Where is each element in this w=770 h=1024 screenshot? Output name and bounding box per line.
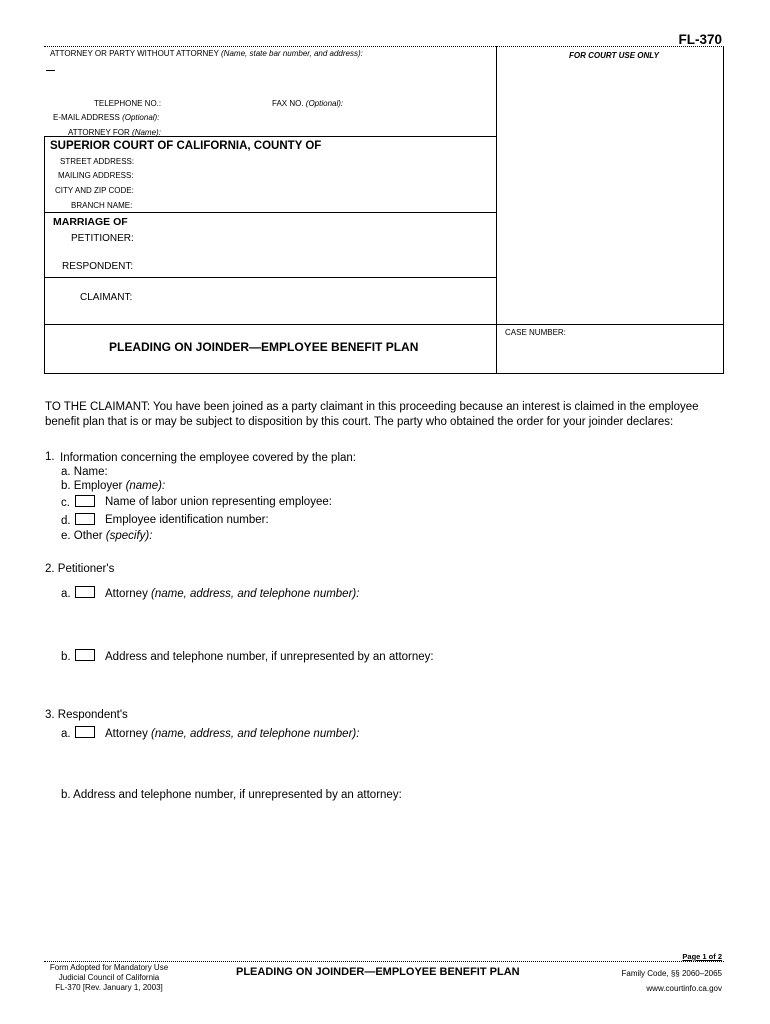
item1b-employer: b. Employer (name): (61, 480, 166, 492)
item1c-letter: c. (61, 497, 70, 509)
street-address-label: STREET ADDRESS: (60, 157, 135, 166)
telephone-label: TELEPHONE NO.: (94, 99, 162, 108)
marriage-of-label: MARRIAGE OF (53, 216, 128, 228)
item1c-text: Name of labor union representing employee: (105, 496, 332, 508)
caption-bottom-border (44, 373, 724, 374)
item3-heading: 3. Respondent's (45, 709, 128, 721)
email-label: E-MAIL ADDRESS (Optional): (53, 113, 160, 122)
caption-left-border (44, 136, 45, 373)
footer-left (44, 963, 174, 993)
fax-label: FAX NO. (Optional): (272, 99, 344, 108)
court-use-label: FOR COURT USE ONLY (569, 51, 659, 60)
item3a-checkbox[interactable] (75, 726, 95, 738)
intro-line-1: TO THE CLAIMANT: You have been joined as a party claimant in this proceeding because an interest is claimed in the employee (45, 401, 699, 413)
intro-line-2: benefit plan that is or may be subject to disposition by this court. The party who obtained the order for your joinder declares: (45, 416, 674, 428)
city-zip-label: CITY AND ZIP CODE: (55, 186, 134, 195)
footer-title: PLEADING ON JOINDER—EMPLOYEE BENEFIT PLAN (236, 966, 520, 978)
caption-top-border (44, 46, 724, 47)
item2b-letter: b. (61, 651, 71, 663)
item3a-letter: a. (61, 728, 71, 740)
footer-adopted: Form Adopted for Mandatory Use (49, 963, 169, 972)
form-id: FL-370 (678, 32, 722, 47)
form-title: PLEADING ON JOINDER—EMPLOYEE BENEFIT PLAN (109, 340, 419, 354)
case-number-label: CASE NUMBER: (505, 328, 566, 337)
page-number: Page 1 of 2 (682, 952, 722, 961)
court-title: SUPERIOR COURT OF CALIFORNIA, COUNTY OF (50, 140, 322, 152)
petitioner-label: PETITIONER: (71, 233, 134, 244)
item1d-text: Employee identification number: (105, 514, 269, 526)
attorney-field-marker[interactable] (46, 70, 55, 71)
claimant-label: CLAIMANT: (80, 292, 133, 303)
item1d-checkbox[interactable] (75, 513, 95, 525)
attorney-label: ATTORNEY OR PARTY WITHOUT ATTORNEY (Name, state bar number, and address): (50, 49, 363, 58)
attorney-for-label: ATTORNEY FOR (Name): (68, 128, 161, 137)
item2-heading: 2. Petitioner's (45, 563, 115, 575)
item3b-text: b. Address and telephone number, if unrepresented by an attorney: (61, 789, 402, 801)
footer-council: Judicial Council of California (58, 973, 160, 982)
item1e-other: e. Other (specify): (61, 530, 153, 542)
item2b-text: Address and telephone number, if unrepresented by an attorney: (105, 651, 434, 663)
item1-number: 1. (45, 451, 55, 463)
mailing-address-label: MAILING ADDRESS: (58, 171, 134, 180)
branch-name-label: BRANCH NAME: (71, 201, 133, 210)
item1a-name: a. Name: (61, 466, 108, 478)
item2b-checkbox[interactable] (75, 649, 95, 661)
item2a-letter: a. (61, 588, 71, 600)
item1d-letter: d. (61, 515, 71, 527)
respondent-label: RESPONDENT: (62, 261, 134, 272)
item2a-text: Attorney (name, address, and telephone number): (105, 588, 360, 600)
claimant-section-border (44, 277, 497, 278)
footer-revision: FL-370 [Rev. January 1, 2003] (55, 983, 163, 992)
parties-section-border (44, 212, 497, 213)
title-section-border (44, 324, 724, 325)
footer-divider (44, 961, 724, 962)
item1-text: Information concerning the employee covered by the plan: (60, 452, 356, 464)
item1c-checkbox[interactable] (75, 495, 95, 507)
item2a-checkbox[interactable] (75, 586, 95, 598)
footer-code: Family Code, §§ 2060–2065 (621, 969, 722, 978)
item3a-text: Attorney (name, address, and telephone number): (105, 728, 360, 740)
footer-website[interactable]: www.courtinfo.ca.gov (646, 984, 722, 993)
